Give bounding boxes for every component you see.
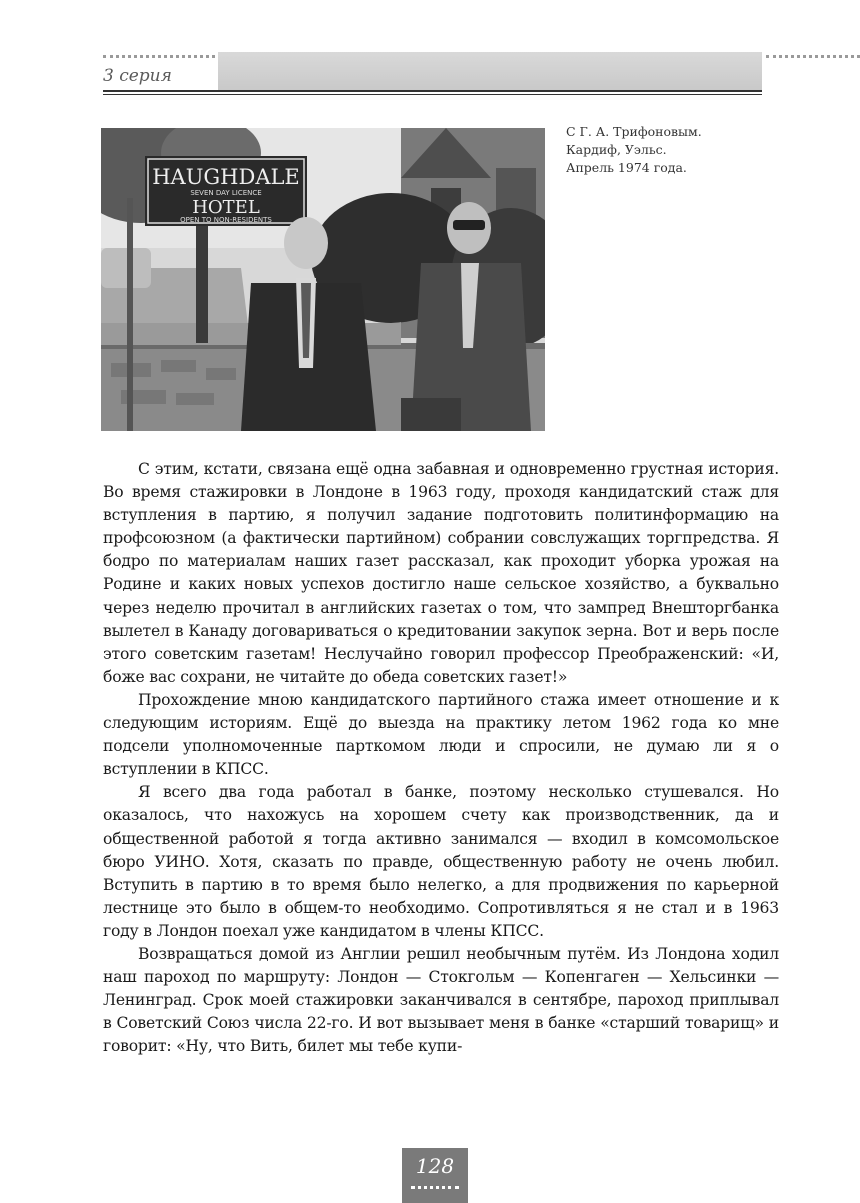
body-text [103,458,779,1058]
sign-text-line1: HAUGHDALE [152,165,300,189]
sign-text-line3: HOTEL [192,197,260,218]
paragraph: Возвращаться домой из Англии решил необычным путём. Из Лондона ходил наш пароход по маршруту: Лондон — Стокгольм — Копенгаген — Хельсинки — Ленинград. Срок моей стажировки заканчивался в сентябре, пароход приплывал в Советский Союз числа 22-го. И вот вызывает меня в банке «старший товарищ» и говорит: «Ну, что Вить, билет мы тебе купи- [103,944,779,1056]
photo-two-men-hotel-sign [101,128,545,431]
caption-line: С Г. А. Трифоновым. [566,124,702,139]
page-number: 128 [415,1154,455,1178]
paragraph: Прохождение мною кандидатского партийного стажа имеет отношение и к следующим историям. Ещё до выезда на практику летом 1962 года ко мне подсели уполномоченные парткомом люди и спросили, не думаю ли я о вступлении в КПСС. [103,690,779,779]
header-band [218,52,762,90]
header-dots-left [103,55,215,58]
header-rule [103,90,762,92]
page-number-box [402,1148,468,1203]
running-header-series: 3 серия [103,66,172,86]
caption-line: Кардиф, Уэльс. [566,142,667,157]
caption-line: Апрель 1974 года. [566,160,687,175]
page-number-dots [411,1186,459,1189]
sign-text-line4: OPEN TO NON-RESIDENTS [180,216,272,224]
photo-caption [566,123,766,177]
header-dots-right [766,55,860,58]
paragraph: С этим, кстати, связана ещё одна забавная и одновременно грустная история. Во время стажировки в Лондоне в 1963 году, проходя кандидатский стаж для вступления в партию, я получил задание подготовить политинформацию на профсоюзном (а фактически партийном) собрании совслужащих торгпредства. Я бодро по материалам наших газет рассказал, как проходит уборка урожая на Родине и каких новых успехов достигло наше сельское хозяйство, а буквально через неделю прочитал в английских газетах о том, что зампред Внешторгбанка вылетел в Канаду договариваться о кредитовании закупок зерна. Вот и верь после этого советским газетам! Неслучайно говорил профессор Преображенский: «И, боже вас сохрани, не читайте до обеда советских газет!» [103,460,779,686]
header-rule-thin [103,94,762,95]
paragraph: Я всего два года работал в банке, поэтому несколько стушевался. Но оказалось, что нахожусь на хорошем счету как производственник, да и общественной работой я тогда активно занимался — входил в комсомольское бюро УИНО. Хотя, сказать по правде, общественную работу не очень любил. Вступить в партию в то время было нелегко, а для продвижения по карьерной лестнице это было в общем-то необходимо. Сопротивляться я не стал и в 1963 году в Лондон поехал уже кандидатом в члены КПСС. [103,783,779,940]
sign-text-line2: SEVEN DAY LICENCE [190,189,262,197]
